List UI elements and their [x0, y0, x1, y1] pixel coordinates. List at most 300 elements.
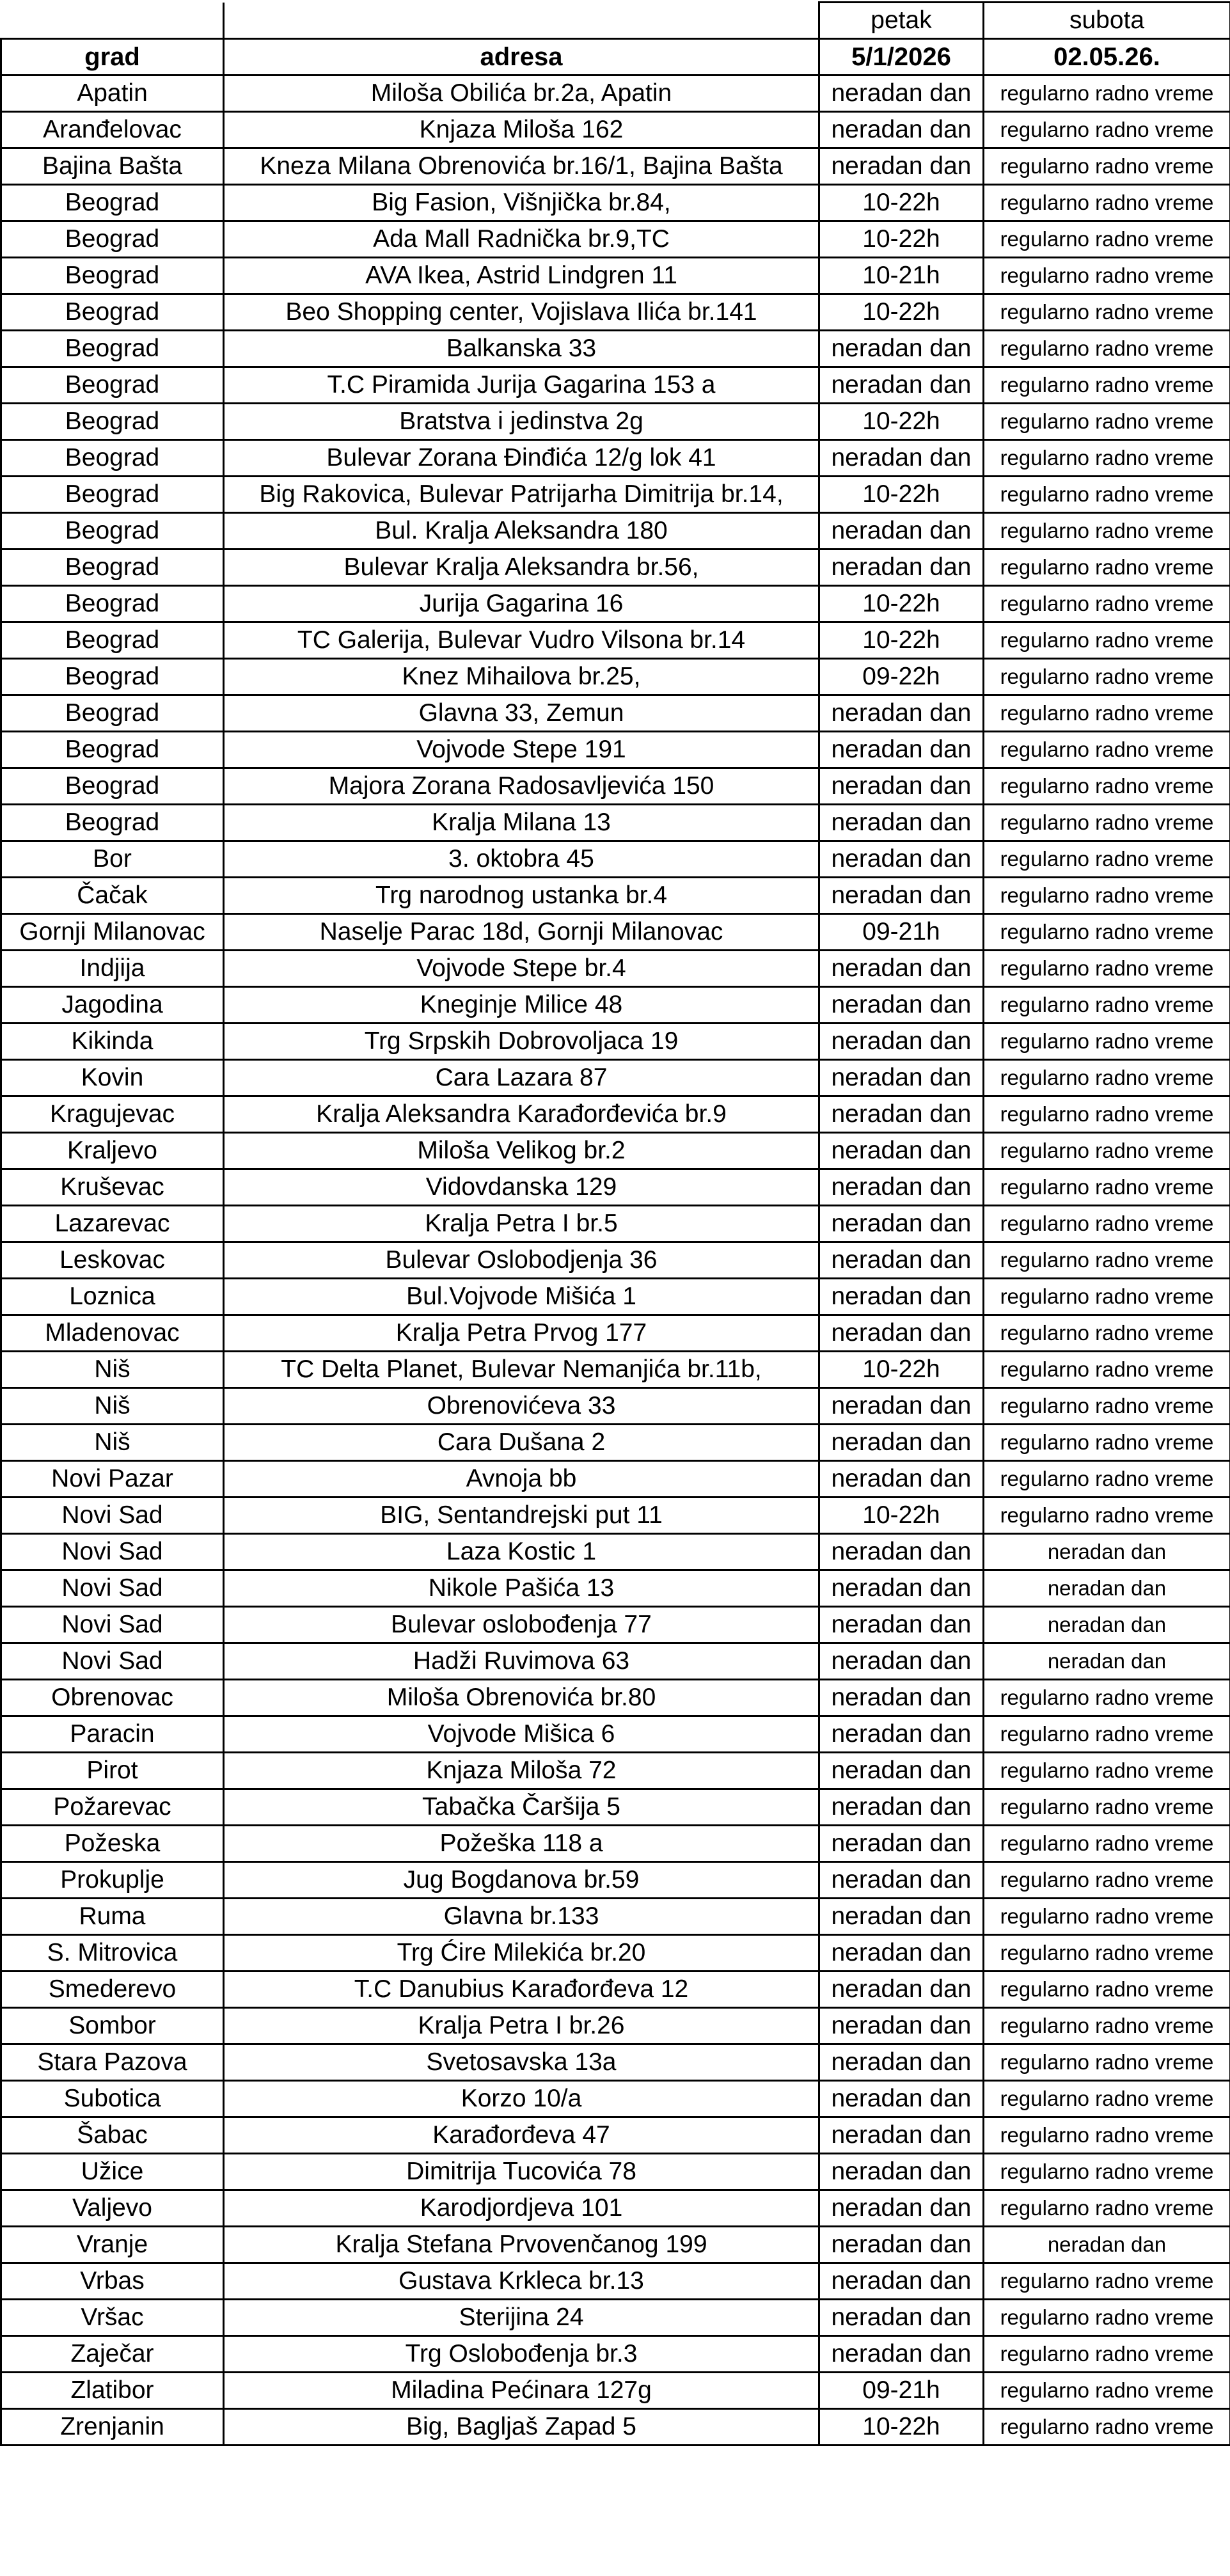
cell-saturday-hours: regularno radno vreme	[984, 987, 1230, 1023]
cell-city: Beograd	[1, 622, 224, 659]
cell-saturday-hours: regularno radno vreme	[984, 1206, 1230, 1242]
cell-city: Čačak	[1, 878, 224, 914]
cell-friday-hours: neradan dan	[819, 112, 984, 148]
table-row	[1, 2044, 1230, 2081]
cell-address: Big Rakovica, Bulevar Patrijarha Dimitrija br.14,	[224, 477, 819, 513]
cell-address: Avnoja bb	[224, 1461, 819, 1497]
cell-address: T.C Danubius Karađorđeva 12	[224, 1972, 819, 2008]
table-row	[1, 1497, 1230, 1534]
cell-city: Kragujevac	[1, 1096, 224, 1133]
cell-city: Lazarevac	[1, 1206, 224, 1242]
table-row	[1, 1899, 1230, 1935]
cell-city: Beograd	[1, 732, 224, 768]
cell-address: Miloša Obilića br.2a, Apatin	[224, 75, 819, 112]
cell-city: Beograd	[1, 695, 224, 732]
cell-address: Karodjordjeva 101	[224, 2190, 819, 2227]
cell-friday-hours: neradan dan	[819, 148, 984, 185]
table-row	[1, 1680, 1230, 1716]
cell-friday-hours: 10-22h	[819, 221, 984, 258]
table-row	[1, 221, 1230, 258]
cell-saturday-hours: regularno radno vreme	[984, 878, 1230, 914]
table-row	[1, 2336, 1230, 2373]
column-header-saturday-date: 02.05.26.	[984, 39, 1230, 75]
cell-city: Niš	[1, 1425, 224, 1461]
cell-address: Korzo 10/a	[224, 2081, 819, 2117]
friday-label: petak	[819, 3, 984, 39]
cell-saturday-hours: regularno radno vreme	[984, 1716, 1230, 1753]
table-row	[1, 2008, 1230, 2044]
cell-friday-hours: 09-22h	[819, 659, 984, 695]
cell-friday-hours: neradan dan	[819, 841, 984, 878]
cell-friday-hours: 10-22h	[819, 2409, 984, 2446]
cell-city: Zrenjanin	[1, 2409, 224, 2446]
table-row	[1, 367, 1230, 404]
cell-address: Beo Shopping center, Vojislava Ilića br.141	[224, 294, 819, 331]
cell-address: Dimitrija Tucovića 78	[224, 2154, 819, 2190]
cell-friday-hours: neradan dan	[819, 1643, 984, 1680]
cell-address: Hadži Ruvimova 63	[224, 1643, 819, 1680]
cell-friday-hours: 09-21h	[819, 914, 984, 951]
cell-friday-hours: neradan dan	[819, 1680, 984, 1716]
cell-saturday-hours: regularno radno vreme	[984, 331, 1230, 367]
table-row	[1, 2409, 1230, 2446]
table-row	[1, 878, 1230, 914]
cell-saturday-hours: regularno radno vreme	[984, 695, 1230, 732]
cell-saturday-hours: neradan dan	[984, 2227, 1230, 2263]
table-row	[1, 2227, 1230, 2263]
cell-address: Big Fasion, Višnjička br.84,	[224, 185, 819, 221]
cell-address: Kneginje Milice 48	[224, 987, 819, 1023]
cell-saturday-hours: regularno radno vreme	[984, 2409, 1230, 2446]
cell-saturday-hours: regularno radno vreme	[984, 1862, 1230, 1899]
cell-city: Beograd	[1, 659, 224, 695]
cell-address: Kralja Petra Prvog 177	[224, 1315, 819, 1352]
cell-friday-hours: neradan dan	[819, 2263, 984, 2300]
table-row	[1, 148, 1230, 185]
cell-city: Ruma	[1, 1899, 224, 1935]
cell-address: Cara Dušana 2	[224, 1425, 819, 1461]
cell-friday-hours: neradan dan	[819, 1826, 984, 1862]
cell-saturday-hours: regularno radno vreme	[984, 221, 1230, 258]
cell-city: Kraljevo	[1, 1133, 224, 1169]
table-row	[1, 622, 1230, 659]
cell-saturday-hours: regularno radno vreme	[984, 841, 1230, 878]
cell-friday-hours: 10-21h	[819, 258, 984, 294]
cell-city: Novi Sad	[1, 1607, 224, 1643]
cell-city: Obrenovac	[1, 1680, 224, 1716]
table-row	[1, 1972, 1230, 2008]
cell-friday-hours: 10-22h	[819, 185, 984, 221]
cell-city: Smederevo	[1, 1972, 224, 2008]
cell-city: Leskovac	[1, 1242, 224, 1279]
cell-address: Trg Srpskih Dobrovoljaca 19	[224, 1023, 819, 1060]
cell-address: Bulevar Kralja Aleksandra br.56,	[224, 549, 819, 586]
cell-friday-hours: neradan dan	[819, 1899, 984, 1935]
cell-address: Karađorđeva 47	[224, 2117, 819, 2154]
cell-saturday-hours: regularno radno vreme	[984, 2117, 1230, 2154]
cell-address: Bulevar oslobođenja 77	[224, 1607, 819, 1643]
cell-saturday-hours: regularno radno vreme	[984, 258, 1230, 294]
cell-saturday-hours: regularno radno vreme	[984, 2263, 1230, 2300]
cell-friday-hours: neradan dan	[819, 1169, 984, 1206]
cell-friday-hours: neradan dan	[819, 987, 984, 1023]
table-row	[1, 2081, 1230, 2117]
cell-saturday-hours: regularno radno vreme	[984, 2190, 1230, 2227]
cell-city: Beograd	[1, 367, 224, 404]
table-row	[1, 2154, 1230, 2190]
cell-city: Apatin	[1, 75, 224, 112]
cell-city: Vrbas	[1, 2263, 224, 2300]
cell-city: Beograd	[1, 185, 224, 221]
table-row	[1, 549, 1230, 586]
cell-address: Kneza Milana Obrenovića br.16/1, Bajina Bašta	[224, 148, 819, 185]
cell-friday-hours: neradan dan	[819, 2190, 984, 2227]
cell-friday-hours: neradan dan	[819, 695, 984, 732]
cell-city: Bor	[1, 841, 224, 878]
cell-saturday-hours: regularno radno vreme	[984, 1352, 1230, 1388]
cell-address: Bulevar Oslobodjenja 36	[224, 1242, 819, 1279]
table-row	[1, 75, 1230, 112]
cell-address: Vojvode Stepe br.4	[224, 951, 819, 987]
cell-address: Tabačka Čaršija 5	[224, 1789, 819, 1826]
cell-city: Vršac	[1, 2300, 224, 2336]
table-row	[1, 1060, 1230, 1096]
table-row	[1, 659, 1230, 695]
cell-address: Cara Lazara 87	[224, 1060, 819, 1096]
cell-address: Miladina Pećinara 127g	[224, 2373, 819, 2409]
cell-address: Laza Kostic 1	[224, 1534, 819, 1570]
cell-friday-hours: neradan dan	[819, 2044, 984, 2081]
table-row	[1, 1534, 1230, 1570]
cell-city: Niš	[1, 1352, 224, 1388]
cell-friday-hours: neradan dan	[819, 2154, 984, 2190]
table-row	[1, 914, 1230, 951]
cell-friday-hours: neradan dan	[819, 2300, 984, 2336]
cell-address: Big, Bagljaš Zapad 5	[224, 2409, 819, 2446]
cell-friday-hours: neradan dan	[819, 1133, 984, 1169]
cell-city: Vranje	[1, 2227, 224, 2263]
cell-saturday-hours: regularno radno vreme	[984, 2044, 1230, 2081]
table-row	[1, 1169, 1230, 1206]
table-row	[1, 951, 1230, 987]
table-body	[1, 3, 1230, 2446]
cell-address: Miloša Obrenovića br.80	[224, 1680, 819, 1716]
cell-city: Beograd	[1, 513, 224, 549]
cell-address: TC Galerija, Bulevar Vudro Vilsona br.14	[224, 622, 819, 659]
cell-city: Gornji Milanovac	[1, 914, 224, 951]
cell-saturday-hours: regularno radno vreme	[984, 294, 1230, 331]
cell-city: Beograd	[1, 477, 224, 513]
cell-address: Kralja Petra I br.5	[224, 1206, 819, 1242]
cell-friday-hours: 10-22h	[819, 586, 984, 622]
cell-city: Zaječar	[1, 2336, 224, 2373]
cell-city: Beograd	[1, 440, 224, 477]
table-row	[1, 1862, 1230, 1899]
cell-saturday-hours: regularno radno vreme	[984, 1425, 1230, 1461]
day-label-row	[1, 3, 1230, 39]
cell-address: Jug Bogdanova br.59	[224, 1862, 819, 1899]
cell-friday-hours: neradan dan	[819, 768, 984, 805]
cell-saturday-hours: regularno radno vreme	[984, 549, 1230, 586]
cell-friday-hours: neradan dan	[819, 2336, 984, 2373]
table-row	[1, 1133, 1230, 1169]
cell-city: Indjija	[1, 951, 224, 987]
cell-saturday-hours: regularno radno vreme	[984, 148, 1230, 185]
table-row	[1, 987, 1230, 1023]
cell-city: Beograd	[1, 404, 224, 440]
table-row	[1, 185, 1230, 221]
cell-friday-hours: 09-21h	[819, 2373, 984, 2409]
cell-friday-hours: neradan dan	[819, 1279, 984, 1315]
cell-address: Nikole Pašića 13	[224, 1570, 819, 1607]
cell-city: Sombor	[1, 2008, 224, 2044]
table-row	[1, 1425, 1230, 1461]
cell-friday-hours: neradan dan	[819, 440, 984, 477]
cell-saturday-hours: regularno radno vreme	[984, 185, 1230, 221]
cell-city: Kruševac	[1, 1169, 224, 1206]
cell-saturday-hours: regularno radno vreme	[984, 112, 1230, 148]
cell-saturday-hours: regularno radno vreme	[984, 1899, 1230, 1935]
cell-address: Vojvode Mišica 6	[224, 1716, 819, 1753]
cell-address: Kralja Aleksandra Karađorđevića br.9	[224, 1096, 819, 1133]
table-row	[1, 2117, 1230, 2154]
table-row	[1, 1279, 1230, 1315]
cell-saturday-hours: neradan dan	[984, 1570, 1230, 1607]
cell-friday-hours: neradan dan	[819, 2081, 984, 2117]
table-row	[1, 258, 1230, 294]
cell-friday-hours: neradan dan	[819, 1096, 984, 1133]
cell-friday-hours: neradan dan	[819, 75, 984, 112]
table-row	[1, 2263, 1230, 2300]
cell-address: Gustava Krkleca br.13	[224, 2263, 819, 2300]
cell-saturday-hours: regularno radno vreme	[984, 2336, 1230, 2373]
cell-city: Novi Sad	[1, 1570, 224, 1607]
cell-saturday-hours: neradan dan	[984, 1534, 1230, 1570]
cell-address: Požeška 118 a	[224, 1826, 819, 1862]
cell-friday-hours: neradan dan	[819, 1461, 984, 1497]
cell-address: Glavna br.133	[224, 1899, 819, 1935]
table-row	[1, 440, 1230, 477]
table-row	[1, 2373, 1230, 2409]
cell-city: Pirot	[1, 1753, 224, 1789]
cell-city: Beograd	[1, 805, 224, 841]
cell-friday-hours: neradan dan	[819, 1716, 984, 1753]
cell-city: Aranđelovac	[1, 112, 224, 148]
cell-saturday-hours: regularno radno vreme	[984, 1242, 1230, 1279]
cell-saturday-hours: regularno radno vreme	[984, 1133, 1230, 1169]
table-row	[1, 1352, 1230, 1388]
cell-saturday-hours: regularno radno vreme	[984, 951, 1230, 987]
table-row	[1, 2190, 1230, 2227]
cell-city: Beograd	[1, 221, 224, 258]
cell-saturday-hours: regularno radno vreme	[984, 805, 1230, 841]
cell-city: Jagodina	[1, 987, 224, 1023]
cell-city: Novi Sad	[1, 1534, 224, 1570]
cell-saturday-hours: regularno radno vreme	[984, 1789, 1230, 1826]
cell-saturday-hours: regularno radno vreme	[984, 1060, 1230, 1096]
cell-address: TC Delta Planet, Bulevar Nemanjića br.11b,	[224, 1352, 819, 1388]
cell-friday-hours: neradan dan	[819, 1206, 984, 1242]
cell-address: Svetosavska 13a	[224, 2044, 819, 2081]
cell-saturday-hours: regularno radno vreme	[984, 732, 1230, 768]
cell-city: Novi Sad	[1, 1497, 224, 1534]
cell-city: Kikinda	[1, 1023, 224, 1060]
cell-friday-hours: 10-22h	[819, 477, 984, 513]
cell-saturday-hours: regularno radno vreme	[984, 1826, 1230, 1862]
cell-address: Sterijina 24	[224, 2300, 819, 2336]
cell-friday-hours: 10-22h	[819, 1497, 984, 1534]
saturday-label: subota	[984, 3, 1230, 39]
cell-city: Prokuplje	[1, 1862, 224, 1899]
cell-address: Knez Mihailova br.25,	[224, 659, 819, 695]
table-row	[1, 695, 1230, 732]
cell-address: Naselje Parac 18d, Gornji Milanovac	[224, 914, 819, 951]
cell-city: S. Mitrovica	[1, 1935, 224, 1972]
cell-friday-hours: neradan dan	[819, 805, 984, 841]
cell-saturday-hours: regularno radno vreme	[984, 659, 1230, 695]
cell-city: Šabac	[1, 2117, 224, 2154]
cell-address: Bul.Vojvode Mišića 1	[224, 1279, 819, 1315]
table-row	[1, 732, 1230, 768]
cell-friday-hours: 10-22h	[819, 294, 984, 331]
table-row	[1, 1461, 1230, 1497]
table-row	[1, 1096, 1230, 1133]
table-row	[1, 2300, 1230, 2336]
cell-friday-hours: neradan dan	[819, 878, 984, 914]
cell-city: Beograd	[1, 768, 224, 805]
cell-saturday-hours: regularno radno vreme	[984, 1497, 1230, 1534]
cell-friday-hours: neradan dan	[819, 513, 984, 549]
cell-city: Valjevo	[1, 2190, 224, 2227]
header-row	[1, 39, 1230, 75]
cell-saturday-hours: regularno radno vreme	[984, 2373, 1230, 2409]
table-row	[1, 1716, 1230, 1753]
blank-cell	[1, 3, 224, 39]
cell-friday-hours: neradan dan	[819, 1972, 984, 2008]
cell-saturday-hours: regularno radno vreme	[984, 2081, 1230, 2117]
cell-saturday-hours: regularno radno vreme	[984, 1935, 1230, 1972]
cell-address: AVA Ikea, Astrid Lindgren 11	[224, 258, 819, 294]
cell-friday-hours: neradan dan	[819, 1570, 984, 1607]
cell-address: Kralja Petra I br.26	[224, 2008, 819, 2044]
table-row	[1, 805, 1230, 841]
cell-address: Glavna 33, Zemun	[224, 695, 819, 732]
table-row	[1, 1023, 1230, 1060]
cell-friday-hours: 10-22h	[819, 1352, 984, 1388]
cell-city: Zlatibor	[1, 2373, 224, 2409]
column-header-city: grad	[1, 39, 224, 75]
cell-address: Bul. Kralja Aleksandra 180	[224, 513, 819, 549]
cell-address: T.C Piramida Jurija Gagarina 153 a	[224, 367, 819, 404]
cell-friday-hours: neradan dan	[819, 1388, 984, 1425]
cell-saturday-hours: regularno radno vreme	[984, 1023, 1230, 1060]
table-row	[1, 1753, 1230, 1789]
cell-friday-hours: 10-22h	[819, 404, 984, 440]
cell-city: Beograd	[1, 586, 224, 622]
cell-saturday-hours: regularno radno vreme	[984, 1388, 1230, 1425]
cell-saturday-hours: regularno radno vreme	[984, 768, 1230, 805]
cell-city: Subotica	[1, 2081, 224, 2117]
table-row	[1, 1570, 1230, 1607]
cell-address: Balkanska 33	[224, 331, 819, 367]
table-row	[1, 1643, 1230, 1680]
cell-saturday-hours: regularno radno vreme	[984, 1315, 1230, 1352]
cell-address: Kralja Milana 13	[224, 805, 819, 841]
cell-saturday-hours: regularno radno vreme	[984, 440, 1230, 477]
cell-city: Novi Sad	[1, 1643, 224, 1680]
cell-address: Trg Ćire Milekića br.20	[224, 1935, 819, 1972]
cell-address: Knjaza Miloša 162	[224, 112, 819, 148]
store-hours-table	[0, 1, 1230, 2446]
cell-saturday-hours: regularno radno vreme	[984, 2154, 1230, 2190]
cell-saturday-hours: regularno radno vreme	[984, 1680, 1230, 1716]
table-row	[1, 586, 1230, 622]
cell-saturday-hours: regularno radno vreme	[984, 477, 1230, 513]
cell-friday-hours: neradan dan	[819, 2117, 984, 2154]
cell-friday-hours: neradan dan	[819, 367, 984, 404]
cell-city: Užice	[1, 2154, 224, 2190]
cell-address: Knjaza Miloša 72	[224, 1753, 819, 1789]
table-row	[1, 513, 1230, 549]
cell-saturday-hours: regularno radno vreme	[984, 914, 1230, 951]
table-row	[1, 768, 1230, 805]
cell-saturday-hours: regularno radno vreme	[984, 622, 1230, 659]
cell-friday-hours: neradan dan	[819, 951, 984, 987]
cell-friday-hours: neradan dan	[819, 1425, 984, 1461]
table-row	[1, 112, 1230, 148]
cell-address: Kralja Stefana Prvovenčanog 199	[224, 2227, 819, 2263]
cell-friday-hours: neradan dan	[819, 1315, 984, 1352]
cell-saturday-hours: regularno radno vreme	[984, 2300, 1230, 2336]
cell-address: Miloša Velikog br.2	[224, 1133, 819, 1169]
table-row	[1, 477, 1230, 513]
blank-cell	[224, 3, 819, 39]
cell-friday-hours: neradan dan	[819, 331, 984, 367]
table-row	[1, 1607, 1230, 1643]
cell-address: Vojvode Stepe 191	[224, 732, 819, 768]
cell-saturday-hours: regularno radno vreme	[984, 1169, 1230, 1206]
cell-city: Beograd	[1, 258, 224, 294]
cell-friday-hours: neradan dan	[819, 1607, 984, 1643]
cell-saturday-hours: regularno radno vreme	[984, 513, 1230, 549]
cell-address: Trg narodnog ustanka br.4	[224, 878, 819, 914]
cell-address: Bulevar Zorana Đinđića 12/g lok 41	[224, 440, 819, 477]
cell-friday-hours: neradan dan	[819, 1935, 984, 1972]
cell-friday-hours: neradan dan	[819, 1862, 984, 1899]
cell-address: Vidovdanska 129	[224, 1169, 819, 1206]
table-row	[1, 1388, 1230, 1425]
cell-saturday-hours: neradan dan	[984, 1607, 1230, 1643]
cell-saturday-hours: regularno radno vreme	[984, 1461, 1230, 1497]
table-row	[1, 841, 1230, 878]
cell-saturday-hours: regularno radno vreme	[984, 2008, 1230, 2044]
column-header-friday-date: 5/1/2026	[819, 39, 984, 75]
cell-city: Požeska	[1, 1826, 224, 1862]
cell-address: Obrenovićeva 33	[224, 1388, 819, 1425]
cell-city: Mladenovac	[1, 1315, 224, 1352]
cell-saturday-hours: regularno radno vreme	[984, 404, 1230, 440]
table-row	[1, 1315, 1230, 1352]
cell-address: Trg Oslobođenja br.3	[224, 2336, 819, 2373]
cell-address: Jurija Gagarina 16	[224, 586, 819, 622]
table-row	[1, 1206, 1230, 1242]
table-row	[1, 404, 1230, 440]
cell-friday-hours: neradan dan	[819, 1242, 984, 1279]
cell-city: Beograd	[1, 549, 224, 586]
table-row	[1, 1826, 1230, 1862]
cell-city: Loznica	[1, 1279, 224, 1315]
cell-address: BIG, Sentandrejski put 11	[224, 1497, 819, 1534]
